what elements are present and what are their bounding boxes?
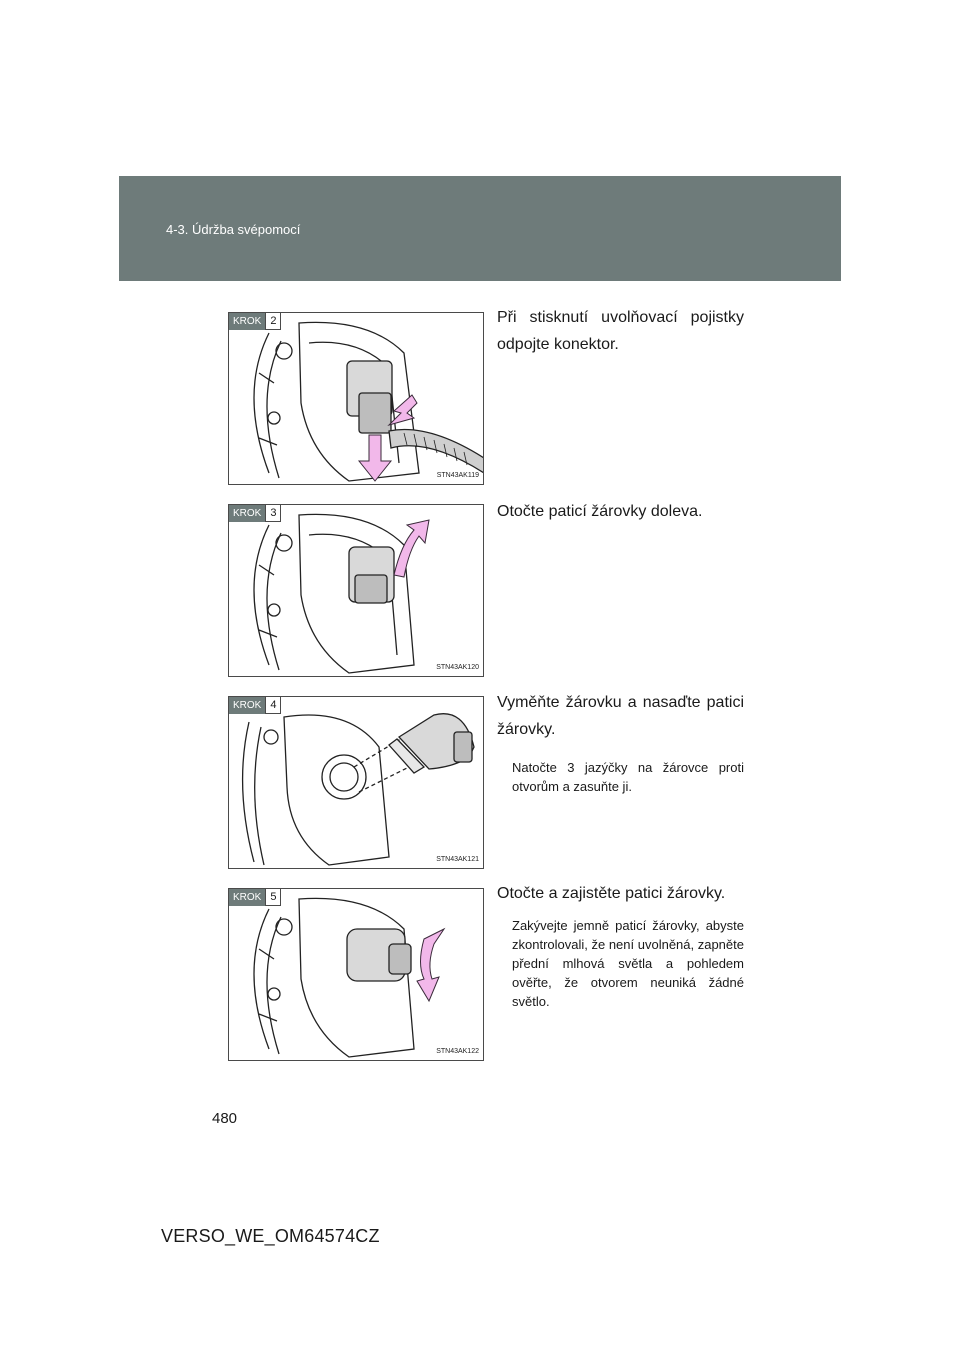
- figure-step-3: [228, 504, 484, 677]
- rotate-left-arrow-icon: [394, 520, 429, 577]
- bulb-socket-illustration: [229, 505, 484, 677]
- step-label: KROK: [229, 505, 265, 522]
- step-4-instruction: Vyměňte žárovku a nasaďte patici žárovky.: [497, 694, 744, 738]
- step-number: 4: [265, 697, 281, 714]
- step-label: KROK: [229, 889, 265, 906]
- figure-step-4: [228, 696, 484, 869]
- figure-code: STN43AK119: [436, 472, 479, 479]
- step-number: 2: [265, 313, 281, 330]
- bulb-lock-illustration: [229, 889, 484, 1061]
- section-header: [119, 176, 841, 281]
- page-number: 480: [212, 1110, 238, 1127]
- figure-step-2: [228, 312, 484, 485]
- step-badge: [229, 313, 281, 330]
- figure-code: STN43AK120: [436, 664, 479, 671]
- step-4-note: Natočte 3 jazýčky na žárovce proti otvorům a zasuňte ji.: [512, 760, 744, 794]
- step-3-instruction: Otočte paticí žárovky doleva.: [497, 503, 703, 520]
- step-badge: [229, 889, 281, 906]
- step-number: 3: [265, 505, 281, 522]
- step-badge: [229, 697, 281, 714]
- step-2-instruction: Při stisknutí uvolňovací pojistky odpojte konektor.: [497, 309, 744, 353]
- step-label: KROK: [229, 697, 265, 714]
- bulb-replace-illustration: [229, 697, 484, 869]
- document-code: VERSO_WE_OM64574CZ: [161, 1226, 380, 1246]
- connector-illustration: [229, 313, 484, 485]
- figure-code: STN43AK121: [436, 856, 479, 863]
- step-5-note: Zakývejte jemně paticí žárovky, abyste zkontrolovali, že není uvolněná, zapněte přední mlhová světla a pohledem ověřte, že otvorem neuniká žádné světlo.: [512, 918, 744, 1009]
- rotate-lock-arrow-icon: [417, 929, 444, 1001]
- step-number: 5: [265, 889, 281, 906]
- section-title: 4-3. Údržba svépomocí: [166, 222, 301, 237]
- step-badge: [229, 505, 281, 522]
- pull-down-arrow-icon: [359, 435, 391, 481]
- step-5-instruction: Otočte a zajistěte patici žárovky.: [497, 885, 726, 902]
- figure-code: STN43AK122: [436, 1048, 479, 1055]
- figure-step-5: [228, 888, 484, 1061]
- step-label: KROK: [229, 313, 265, 330]
